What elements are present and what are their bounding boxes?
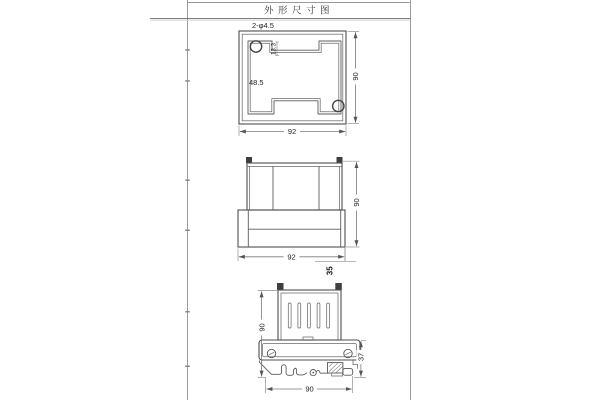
mounting-hole-top-left	[250, 41, 261, 52]
top-view	[239, 21, 360, 136]
din-rail-clip	[260, 361, 358, 377]
mounting-hole-bottom-right	[333, 100, 344, 111]
front-view-body	[238, 157, 345, 247]
drawing-title: 外形尺寸图	[263, 5, 335, 17]
top-view-holes-label: 2-φ4.5	[252, 20, 274, 30]
vent-slots	[288, 303, 329, 328]
corner-clip-left	[277, 283, 284, 290]
side-view-body	[259, 283, 360, 376]
top-view-dimensions	[239, 21, 360, 136]
front-view-width-dim: 92	[287, 252, 296, 262]
top-view-inner-dim: 48.5	[249, 78, 264, 87]
side-view	[257, 283, 366, 394]
front-view	[238, 157, 361, 275]
front-view-height-dim: 90	[352, 198, 362, 207]
side-view-dimensions	[257, 291, 366, 394]
din-rail-section	[328, 361, 358, 377]
side-view-rail-dim: 37	[356, 352, 366, 362]
side-view-width-dim: 90	[305, 384, 314, 394]
top-view-notch-dim: 13.3	[270, 42, 278, 56]
corner-clip-right	[335, 283, 342, 290]
corner-clip-left	[246, 157, 252, 163]
top-view-width-dim: 92	[287, 127, 297, 137]
top-view-height-dim: 90	[351, 72, 361, 81]
corner-clip-right	[337, 157, 343, 163]
front-view-depth-dim: 35	[325, 266, 335, 276]
side-view-height-dim: 90	[257, 323, 267, 332]
front-view-dimensions	[238, 161, 361, 275]
terminal-base	[259, 340, 360, 360]
